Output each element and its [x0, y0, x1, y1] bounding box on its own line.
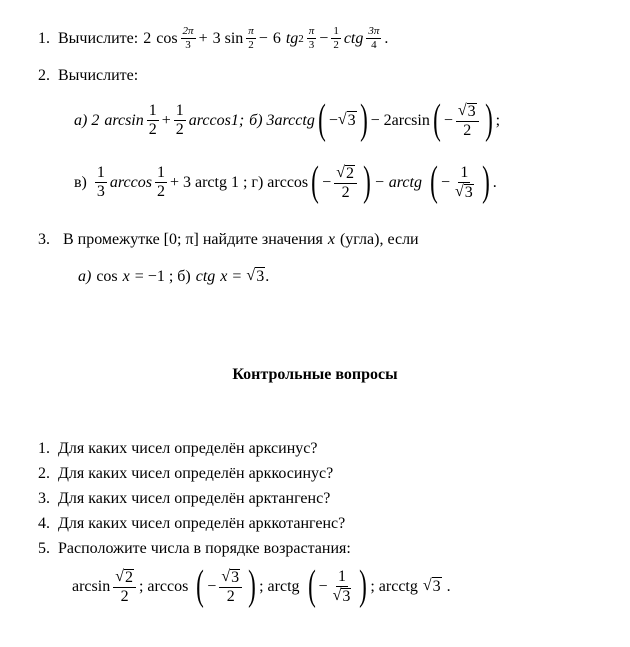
equation-part: = −1 ; б): [134, 267, 191, 285]
task-label: Вычислите:: [58, 67, 139, 84]
paren-left: (: [430, 159, 438, 205]
func-arcsin: arcsin: [104, 111, 144, 129]
question-text: Для каких чисел определён арксинус?: [58, 440, 318, 457]
coef: 2: [143, 29, 152, 47]
item-a: а): [78, 267, 92, 285]
task-number: 3.: [38, 231, 50, 248]
func-arcsin-2: − 2arcsin: [370, 111, 430, 129]
fraction: $\frac{1}{3}$: [96, 164, 105, 201]
question-5-numbers: [72, 563, 451, 609]
fraction: $\frac{1}{2}$: [148, 102, 157, 139]
func-arccos: arccos1;: [188, 111, 245, 129]
func-arccos: ; arccos: [138, 577, 189, 595]
minus-sign: −: [258, 29, 268, 47]
fraction: √ 3 2: [456, 103, 479, 139]
question-number: 1.: [38, 440, 50, 457]
minus-sign: −: [319, 29, 329, 47]
fraction: $\frac{3\pi}{4}$: [368, 25, 380, 51]
minus-sign: −: [443, 111, 453, 129]
task-3: [28, 231, 419, 249]
paren-right: ): [481, 159, 490, 205]
func-tg: tg: [285, 29, 299, 47]
paren-left: (: [311, 159, 320, 205]
plus-sign: +: [198, 29, 208, 47]
term-sin: 3 sin: [212, 29, 244, 47]
variable: x: [327, 231, 335, 248]
fraction: $\frac{\pi}{3}$: [308, 25, 315, 51]
question-text: Для каких чисел определён арккотангенс?: [58, 515, 346, 532]
plus-sign: +: [161, 111, 171, 129]
func-arcctg: ; arcctg: [370, 577, 418, 595]
func-arcsin: arcsin: [72, 577, 111, 595]
fraction: √ 3 2: [219, 569, 242, 605]
fraction: $\frac{\pi}{2}$: [248, 25, 254, 51]
period: .: [384, 29, 389, 47]
task-2-row-a: [74, 97, 501, 143]
task-tail: (угла), если: [339, 231, 419, 248]
task-3-answers: [78, 267, 269, 286]
fraction: $\frac{2\pi}{3}$: [182, 25, 194, 51]
minus-sign: −: [207, 577, 217, 595]
semicolon: ;: [495, 111, 501, 129]
task-number: 1.: [38, 29, 50, 47]
task-label: В промежутке [0; π] найдите значения: [63, 231, 323, 248]
period: .: [492, 173, 497, 191]
minus-sign: −: [328, 111, 338, 129]
paren-right: ): [359, 563, 368, 609]
func-arccos: arccos: [109, 173, 152, 191]
item-v: в): [74, 173, 87, 191]
section-heading: Контрольные вопросы: [232, 366, 398, 383]
question-text: Расположите числа в порядке возрастания:: [58, 540, 351, 557]
equals-sign: =: [232, 267, 242, 285]
func-arctg: ; arctg: [259, 577, 300, 595]
task-1: [28, 26, 388, 51]
question-5: [28, 540, 351, 558]
question-number: 3.: [38, 490, 50, 507]
question-number: 2.: [38, 465, 50, 482]
paren-right: ): [484, 97, 493, 143]
variable: x: [220, 267, 228, 285]
question-text: Для каких чисел определён арктангенс?: [58, 490, 331, 507]
question-3: [28, 490, 330, 508]
paren-right: ): [248, 563, 256, 609]
func-arctg: − arctg: [373, 173, 422, 191]
item-a: а) 2: [74, 111, 100, 129]
minus-sign: −: [322, 173, 332, 191]
paren-left: (: [317, 97, 326, 143]
task-2-row-b: [74, 159, 497, 205]
question-number: 5.: [38, 540, 50, 557]
paren-left: (: [307, 563, 316, 609]
question-2: [28, 465, 333, 483]
item-b: б) 3: [249, 111, 275, 129]
func-cos: cos: [156, 29, 178, 47]
period: .: [446, 577, 451, 595]
fraction: 1 √ 3: [332, 567, 351, 605]
fraction: √ 2 2: [113, 569, 136, 605]
func-ctg: ctg: [343, 29, 364, 47]
question-number: 4.: [38, 515, 50, 532]
exponent: 2: [298, 32, 304, 45]
func-arcctg: arcctg: [274, 111, 315, 129]
minus-sign: −: [440, 173, 450, 191]
variable: x: [122, 267, 130, 285]
fraction: √ 2 2: [334, 165, 357, 201]
func-arctg-arccos: + 3 arctg 1 ; г) arccos: [169, 173, 309, 191]
paren-left: (: [433, 97, 441, 143]
square-root: √ 3: [422, 577, 441, 596]
question-4: [28, 515, 345, 533]
fraction: $\frac{1}{2}$: [156, 164, 165, 201]
task-number: 2.: [38, 67, 50, 84]
fraction: $\frac{1}{2}$: [175, 102, 184, 139]
fraction: 1 √ 3: [454, 163, 473, 201]
paren-right: ): [363, 159, 371, 205]
question-1: [28, 440, 317, 458]
minus-sign: −: [318, 577, 328, 595]
square-root: √ 3: [246, 267, 265, 285]
task-label: Вычислите:: [58, 29, 139, 47]
func-cos: cos: [96, 267, 118, 285]
coef: 6: [272, 29, 281, 47]
paren-right: ): [359, 97, 368, 143]
task-2: [28, 67, 138, 85]
period: .: [265, 267, 270, 285]
question-text: Для каких чисел определён арккосинус?: [58, 465, 334, 482]
fraction: $\frac{1}{2}$: [333, 25, 339, 51]
square-root: √ 3: [337, 111, 356, 130]
func-ctg: ctg: [195, 267, 216, 285]
paren-left: (: [196, 563, 205, 609]
